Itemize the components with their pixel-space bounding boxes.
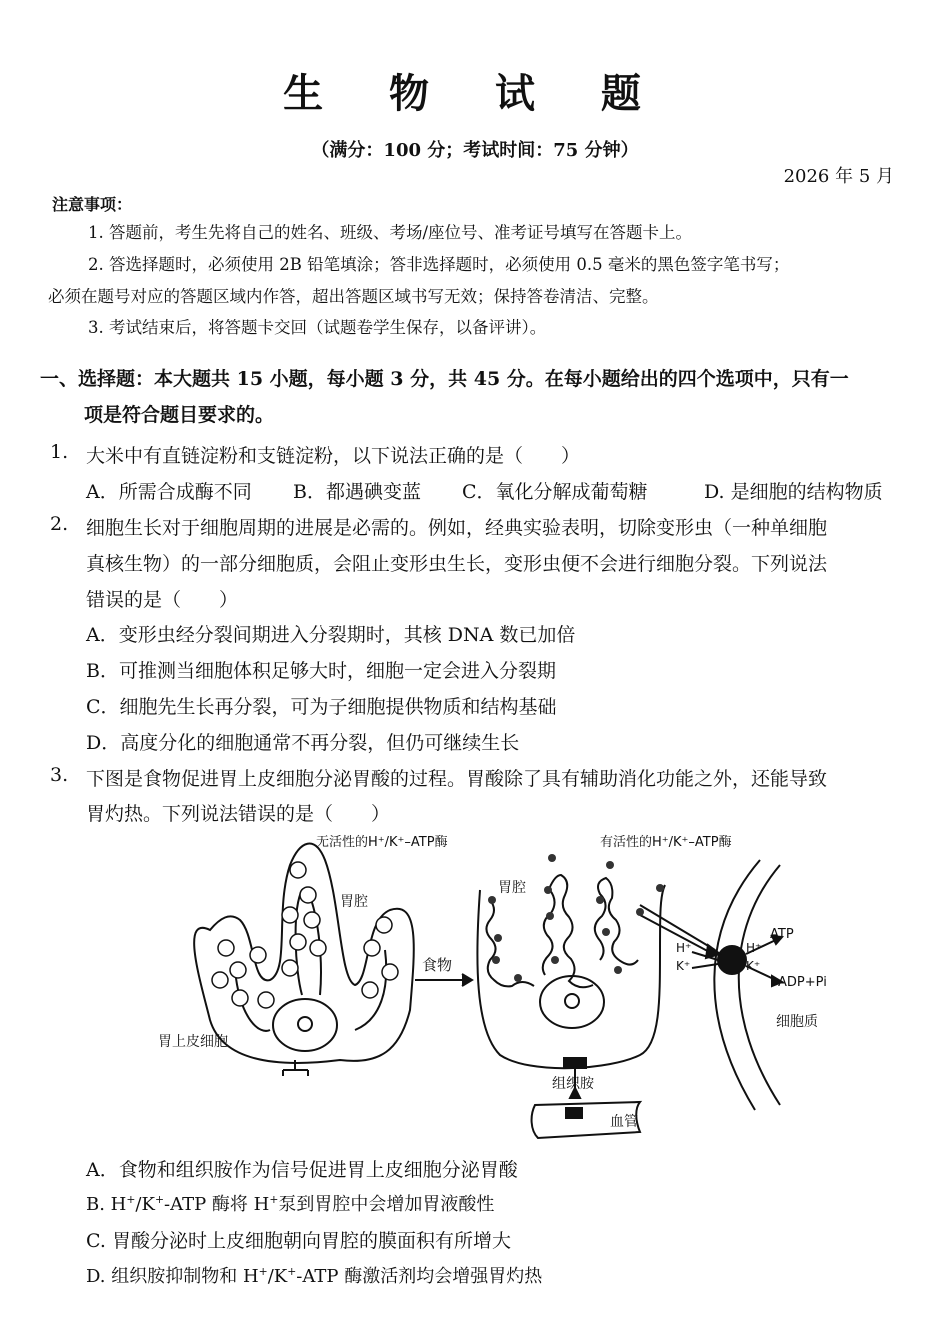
- label-adp: ADP+Pi: [778, 975, 827, 990]
- q1-number: 1.: [50, 441, 69, 463]
- exam-title: 生 物 试 题: [283, 70, 667, 117]
- q2-option-a: A．变形虫经分裂间期进入分裂期时，其核 DNA 数已加倍: [86, 624, 576, 646]
- label-inactive-enzyme: 无活性的H⁺/K⁺–ATP酶: [316, 835, 448, 850]
- q3-option-a: A．食物和组织胺作为信号促进胃上皮细胞分泌胃酸: [86, 1159, 518, 1181]
- label-atp: ATP: [770, 927, 794, 942]
- label-lumen-left: 胃腔: [340, 894, 368, 910]
- q2-option-b: B．可推测当细胞体积足够大时，细胞一定会进入分裂期: [86, 660, 556, 682]
- label-epithelial-cell: 胃上皮细胞: [158, 1034, 228, 1050]
- q3-option-c: C. 胃酸分泌时上皮细胞朝向胃腔的膜面积有所增大: [86, 1230, 511, 1252]
- label-k-out: K⁺: [746, 959, 761, 973]
- active-pumps: [488, 854, 664, 982]
- q2-stem-1: 细胞生长对于细胞周期的进展是必需的。例如，经典实验表明，切除变形虫（一种单细胞: [86, 517, 828, 539]
- q2-stem-2: 真核生物）的一部分细胞质，会阻止变形虫生长，变形虫便不会进行细胞分裂。下列说法: [86, 553, 828, 575]
- histamine-receptor: [564, 1058, 586, 1068]
- note-item-1: 1. 答题前，考生先将自己的姓名、班级、考场/座位号、准考证号填写在答题卡上。: [88, 223, 693, 242]
- label-lumen-right: 胃腔: [498, 880, 526, 896]
- label-k-in: K⁺: [676, 959, 691, 973]
- q1-option-c: C．氧化分解成葡萄糖: [462, 481, 648, 503]
- q3-option-d: D. 组织胺抑制物和 H+/K+-ATP 酶激活剂均会增强胃灼热: [86, 1265, 543, 1287]
- label-food: 食物: [422, 956, 453, 974]
- vesicles: [212, 862, 398, 1008]
- label-h-out: H⁺: [746, 941, 762, 955]
- exam-date: 2026 年 5 月: [783, 166, 894, 187]
- q2-option-d: D．高度分化的细胞通常不再分裂，但仍可继续生长: [86, 732, 520, 754]
- q3-stem-1: 下图是食物促进胃上皮细胞分泌胃酸的过程。胃酸除了具有辅助消化功能之外，还能导致: [86, 768, 828, 790]
- notes-heading: 注意事项：: [52, 195, 133, 214]
- note-item-2-cont: 必须在题号对应的答题区域内作答，超出答题区域书写无效；保持答卷清洁、完整。: [48, 287, 659, 306]
- q1-option-a: A．所需合成酶不同: [86, 481, 252, 503]
- label-h-in: H⁺: [676, 941, 692, 955]
- q1-stem: 大米中有直链淀粉和支链淀粉，以下说法正确的是（ ）: [86, 445, 581, 467]
- q1-option-d: D. 是细胞的结构物质: [704, 481, 883, 503]
- q1-option-b: B．都遇碘变蓝: [293, 481, 421, 503]
- q3-number: 3.: [50, 764, 69, 786]
- label-active-enzyme: 有活性的H⁺/K⁺–ATP酶: [600, 835, 732, 850]
- section-heading-cont: 项是符合题目要求的。: [84, 404, 275, 426]
- q2-number: 2.: [50, 513, 69, 535]
- q3-stem-2: 胃灼热。下列说法错误的是（ ）: [86, 803, 391, 825]
- atp-pump: [718, 946, 746, 974]
- section-heading: 一、选择题：本大题共 15 小题，每小题 3 分，共 45 分。在每小题给出的四个选项中，只有一: [40, 368, 849, 390]
- label-blood-vessel: 血管: [610, 1114, 638, 1130]
- q3-option-b: B. H+/K+-ATP 酶将 H+泵到胃腔中会增加胃液酸性: [86, 1193, 495, 1215]
- gastric-acid-secretion-figure: [140, 820, 840, 1150]
- label-cytoplasm: 细胞质: [776, 1014, 818, 1030]
- label-histamine: 组织胺: [552, 1076, 594, 1092]
- q2-stem-3: 错误的是（ ）: [86, 589, 239, 611]
- note-item-3: 3. 考试结束后，将答题卡交回（试题卷学生保存，以备评讲）。: [88, 318, 547, 337]
- exam-subtitle: （满分：100 分；考试时间：75 分钟）: [311, 140, 639, 161]
- note-item-2: 2. 答选择题时，必须使用 2B 铅笔填涂；答非选择题时，必须使用 0.5 毫米的黑色签字笔书写；: [88, 255, 790, 274]
- q2-option-c: C．细胞先生长再分裂，可为子细胞提供物质和结构基础: [86, 696, 557, 718]
- left-nucleus: [273, 999, 337, 1051]
- membrane-curve: [714, 860, 760, 1110]
